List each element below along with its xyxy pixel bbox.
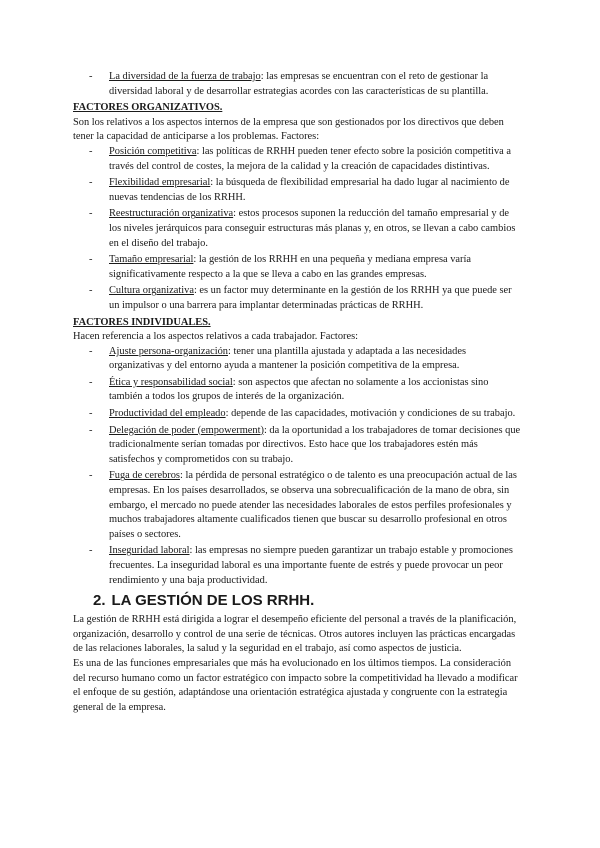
bullet-dash: -: [89, 545, 93, 557]
section-title: LA GESTIÓN DE LOS RRHH.: [111, 592, 315, 610]
section-number: 2.: [93, 592, 106, 610]
item-term: Productividad del empleado: [109, 408, 226, 420]
bullet-dash: -: [89, 177, 93, 189]
item-term: Ajuste persona-organización: [109, 345, 228, 357]
body-paragraph: La gestión de RRHH está dirigida a lograr el desempeño eficiente del personal a través de la planificación, organización, desarrollo y control de una serie de técnicas. Otros autores incluyen las prácticas encargadas de las relaciones laborales, la salud y la seguridad en el trabajo, así como aspectos de justicia.: [73, 614, 517, 655]
item-text: : las empresas se encuentran con el reto de gestionar la diversidad laboral y de desarrollar estrategias acordes con las características de su plantilla.: [109, 71, 489, 97]
individuales-intro: Hacen referencia a los aspectos relativos a cada trabajador. Factores:: [73, 331, 359, 343]
item-text: : la búsqueda de flexibilidad empresarial ha dado lugar al nacimiento de nuevas tendencias de los RRHH.: [109, 177, 510, 203]
intro-list: [73, 70, 523, 99]
item-term: Posición competitiva: [109, 145, 197, 157]
individuales-list: [73, 345, 523, 589]
bullet-dash: -: [89, 408, 93, 420]
list-item: [73, 544, 523, 588]
bullet-dash: -: [89, 208, 93, 220]
heading-factores-individuales: FACTORES INDIVIDUALES.: [73, 316, 211, 328]
item-text: : son aspectos que afectan no solamente a los accionistas sino también a todos los grupos de interés de la organización.: [109, 376, 489, 403]
item-text: : las políticas de RRHH pueden tener efecto sobre la posición competitiva a través del control de costes, la mejora de la calidad y la creación de capacidades distintivas.: [109, 145, 511, 172]
item-term: Inseguridad laboral: [109, 545, 190, 557]
item-text: : depende de las capacidades, motivación y condiciones de su trabajo.: [225, 408, 516, 420]
item-text: : la gestión de los RRHH en una pequeña y mediana empresa varía significativamente respecto a la que se lleva a cabo en las grandes empresas.: [109, 254, 471, 280]
item-term: La diversidad de la fuerza de trabajo: [109, 71, 261, 82]
organizativos-intro: Son los relativos a los aspectos internos de la empresa que son gestionados por los directivos que deben tener la capacidad de anticiparse a los problemas. Factores:: [73, 116, 504, 143]
bullet-dash: -: [89, 285, 93, 297]
list-item: [73, 145, 523, 174]
list-item: [73, 424, 523, 468]
document-page: [73, 70, 523, 715]
bullet-dash: -: [89, 345, 93, 357]
list-item: [73, 207, 523, 251]
item-term: Tamaño empresarial: [109, 254, 194, 266]
bullet-dash: -: [89, 145, 93, 157]
list-item: [73, 176, 523, 205]
item-term: Fuga de cerebros: [109, 470, 180, 482]
list-item: [73, 407, 523, 422]
bullet-dash: -: [89, 71, 93, 82]
list-item: [73, 469, 523, 542]
list-item: [73, 70, 523, 99]
item-term: Reestructuración organizativa: [109, 208, 234, 220]
list-item: [73, 284, 523, 313]
item-text: : las empresas no siempre pueden garantizar un trabajo estable y promociones frecuentes. La inseguridad laboral es una importante fuente de estrés y puede provocar un peor rendimiento y una baja productividad.: [109, 545, 513, 586]
bullet-dash: -: [89, 470, 93, 482]
list-item: [73, 253, 523, 282]
section-heading: [93, 591, 523, 611]
item-term: Flexibilidad empresarial: [109, 177, 211, 189]
bullet-dash: -: [89, 254, 93, 266]
item-text: : es un factor muy determinante en la gestión de los RRHH ya que puede ser un impulsor o una barrera para implantar determinadas prácticas de RRHH.: [109, 285, 512, 311]
list-item: [73, 345, 523, 374]
bullet-dash: -: [89, 376, 93, 388]
item-term: Ética y responsabilidad social: [109, 376, 233, 388]
bullet-dash: -: [89, 424, 93, 436]
item-text: : estos procesos suponen la reducción del tamaño empresarial y de los niveles jerárquicos para conseguir estructuras más planas y, en otros, se llevan a cabo cambios en el diseño del trabajo.: [109, 208, 516, 249]
item-text: : da la oportunidad a los trabajadores de tomar decisiones que tradicionalmente serían tomadas por directivos. Esto hace que los trabajadores estén más satisfechos y comprometidos con su trabajo.: [109, 424, 521, 465]
item-text: : tener una plantilla ajustada y adaptada a las necesidades organizativas y del entorno ayuda a mantener la posición competitiva de la empresa.: [109, 345, 466, 372]
list-item: [73, 376, 523, 405]
body-paragraph: Es una de las funciones empresariales que más ha evolucionado en los últimos tiempos. La consideración del recurso humano como un factor estratégico con impacto sobre la competitividad ha llevado a modificar el enfoque de su gestión, adaptándose una orientación estratégica ajustada y congruente con la estrategia general de la empresa.: [73, 657, 518, 713]
heading-factores-organizativos: FACTORES ORGANIZATIVOS.: [73, 102, 223, 114]
organizativos-list: [73, 145, 523, 314]
item-term: Cultura organizativa: [109, 285, 194, 297]
item-text: : la pérdida de personal estratégico o de talento es una preocupación actual de las empresas. En los países desarrollados, se observa una sobrecualificación de la mano de obra, sin embargo, el mercado no puede atender las necesidades laborales de estos perfiles profesionales y muchos trabajadores altamente cualificados tienen que buscar su desarrollo profesional en otros países o sectores.: [109, 470, 517, 540]
item-term: Delegación de poder (empowerment): [109, 424, 264, 436]
